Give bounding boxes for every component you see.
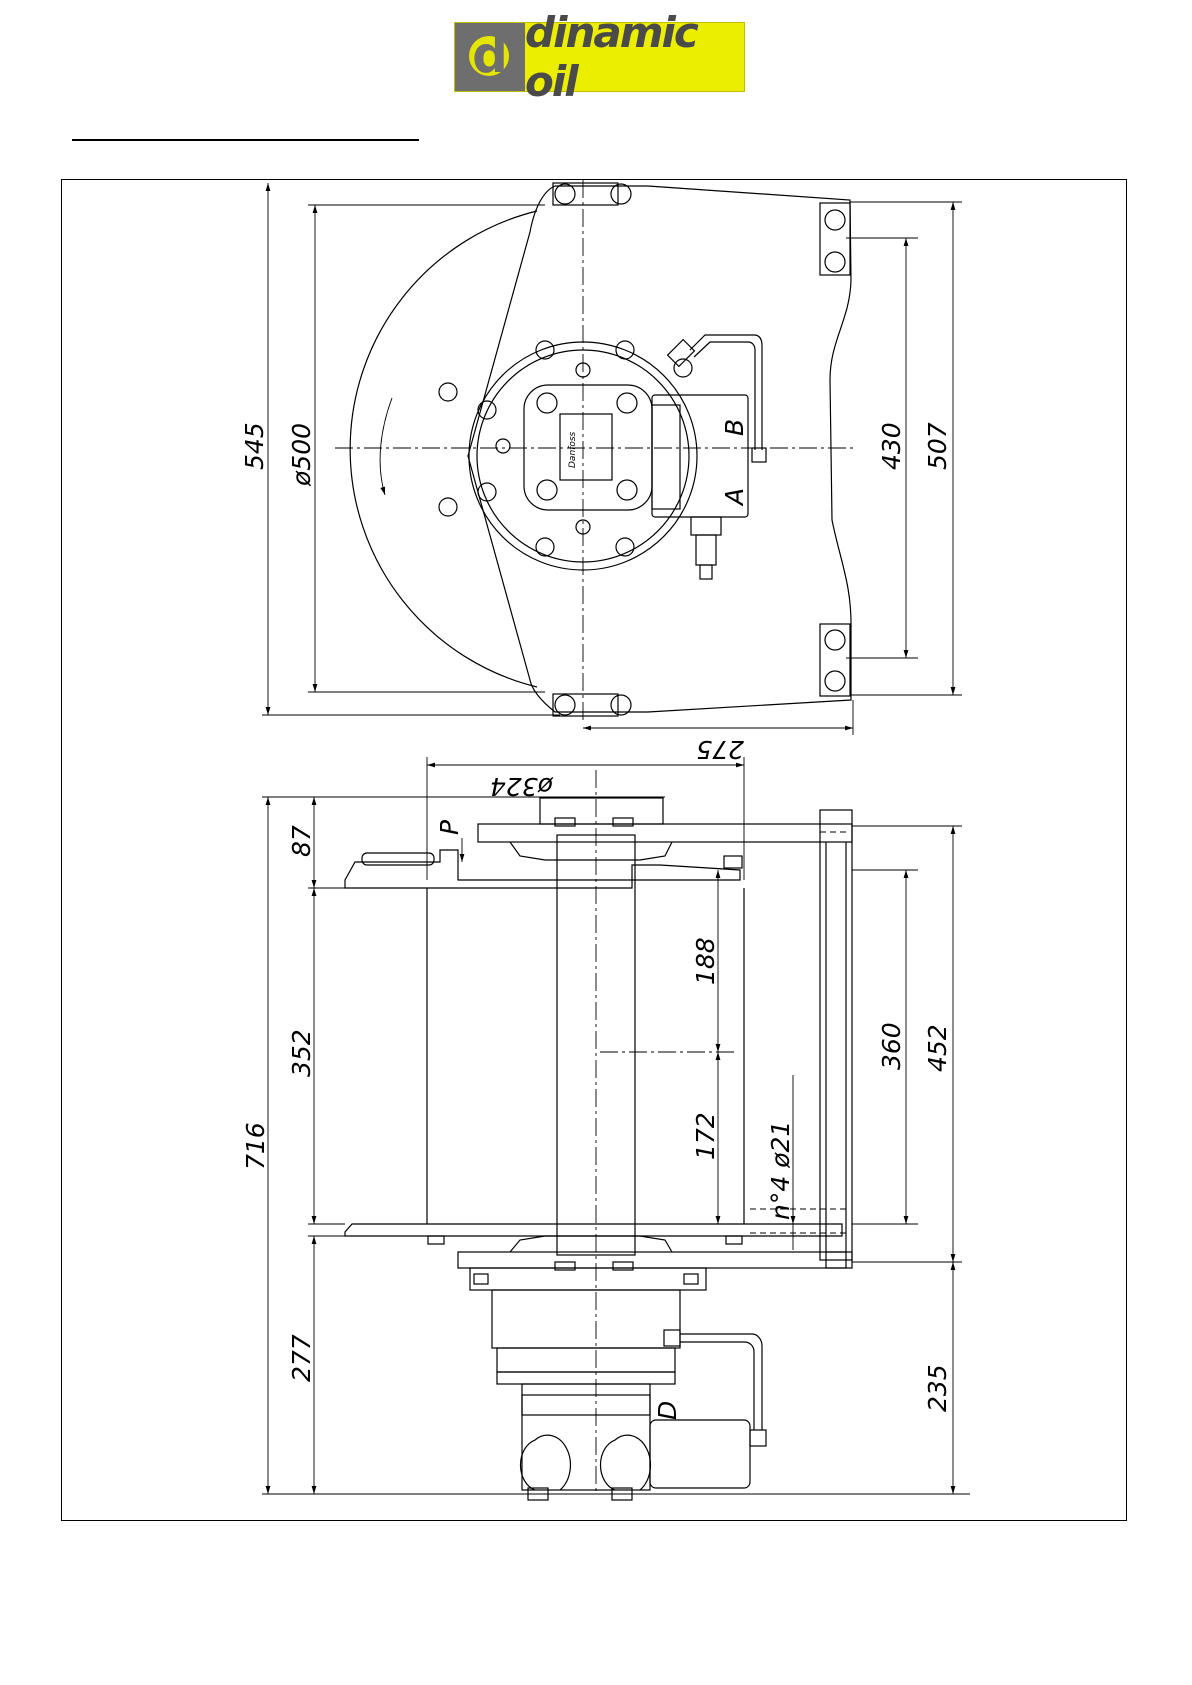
- side-hose: [680, 1334, 762, 1430]
- label-d: D: [653, 1400, 682, 1420]
- lower-frame-plate: [458, 1252, 852, 1268]
- logo-wordmark: dinamic oil: [525, 23, 744, 91]
- port-label-b: B: [720, 418, 749, 436]
- dim-172: 172: [691, 1112, 720, 1160]
- motor-housing: [492, 1290, 680, 1348]
- motor-body-side: [522, 1384, 650, 1490]
- dim-430: 430: [877, 422, 906, 470]
- dim-507: 507: [923, 422, 952, 470]
- dim-188: 188: [691, 937, 720, 985]
- dim-545: 545: [240, 422, 269, 470]
- dim-holes: n°4 ø21: [766, 1120, 795, 1220]
- frame-bar: [820, 810, 852, 1260]
- motor-brand-label: Danfoss: [568, 431, 578, 468]
- frame-bolts: [553, 183, 850, 716]
- label-p: P: [435, 819, 464, 835]
- motor-port-box: [650, 1420, 750, 1488]
- dim-452: 452: [923, 1024, 952, 1072]
- dim-drum-bore: ø324: [489, 772, 553, 801]
- rotation-arrow: [380, 398, 392, 495]
- dim-352: 352: [287, 1029, 316, 1077]
- motor-flange: [470, 1268, 706, 1290]
- top-view: [262, 180, 962, 735]
- port-block-inner: [652, 405, 680, 509]
- side-plate: [468, 186, 851, 712]
- bottom-flange: [345, 1224, 842, 1236]
- motor-body: [524, 385, 652, 510]
- side-view: [262, 757, 970, 1500]
- logo-letter: d: [472, 26, 508, 84]
- dim-235: 235: [923, 1364, 952, 1412]
- dim-360: 360: [877, 1022, 906, 1070]
- dim-277: 277: [287, 1334, 316, 1382]
- dim-drum-diameter: ø500: [287, 422, 316, 486]
- dim-275: 275: [696, 735, 744, 764]
- top-flange: [345, 850, 740, 888]
- dim-87: 87: [287, 825, 316, 857]
- port-label-a: A: [720, 487, 749, 505]
- upper-frame-plate: [478, 824, 852, 842]
- dim-716: 716: [241, 1122, 270, 1170]
